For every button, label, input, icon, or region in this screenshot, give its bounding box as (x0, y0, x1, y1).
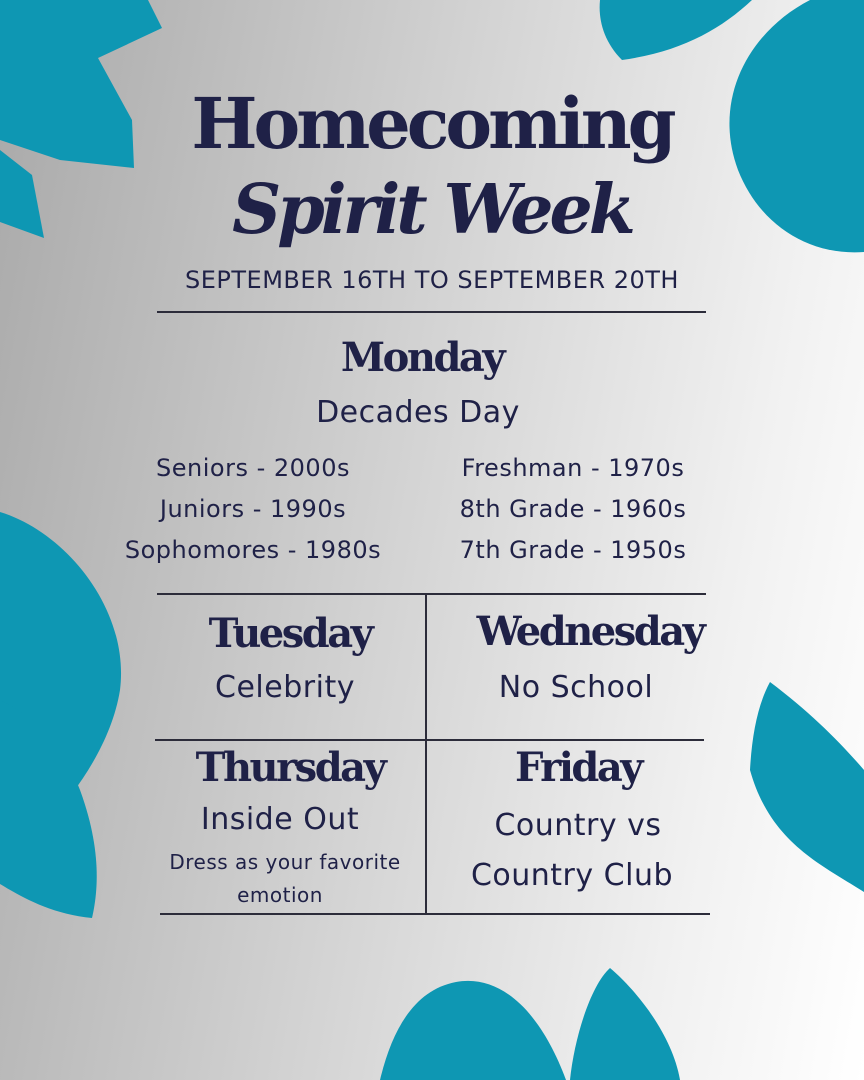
divider-middle-top (157, 593, 706, 595)
thursday-theme: Inside Out (200, 802, 360, 837)
thursday-heading: Thursday (195, 744, 385, 791)
monday-grade-8th: 8th Grade - 1960s (459, 495, 687, 523)
monday-heading: Monday (340, 334, 504, 381)
friday-theme-line-1: Country vs (494, 808, 662, 843)
tuesday-theme: Celebrity (215, 670, 355, 705)
monday-grade-seniors: Seniors - 2000s (156, 454, 350, 482)
divider-middle-bottom (155, 739, 704, 741)
date-range: SEPTEMBER 16TH TO SEPTEMBER 20TH (185, 266, 679, 294)
monday-grade-juniors: Juniors - 1990s (159, 495, 347, 523)
divider-top (157, 311, 706, 313)
leaf-right-middle (750, 682, 864, 892)
divider-bottom (160, 913, 710, 915)
monday-grade-sophomores: Sophomores - 1980s (124, 536, 382, 564)
tuesday-heading: Tuesday (208, 610, 372, 657)
leaf-top-right (600, 0, 752, 60)
wednesday-heading: Wednesday (476, 608, 704, 655)
thursday-note-line-1: Dress as your favorite (169, 850, 401, 874)
thursday-note-line-2: emotion (237, 883, 323, 907)
title-line-1: Homecoming (191, 82, 673, 165)
friday-theme-line-2: Country Club (470, 858, 674, 893)
wednesday-theme: No School (498, 670, 654, 705)
monday-grade-7th: 7th Grade - 1950s (459, 536, 687, 564)
leaf-bottom-right (570, 968, 680, 1080)
friday-heading: Friday (514, 744, 642, 791)
title-line-2: Spirit Week (232, 170, 632, 250)
monday-grade-freshman: Freshman - 1970s (461, 454, 685, 482)
leaf-bottom-left (380, 981, 566, 1080)
monday-theme: Decades Day (316, 395, 520, 430)
